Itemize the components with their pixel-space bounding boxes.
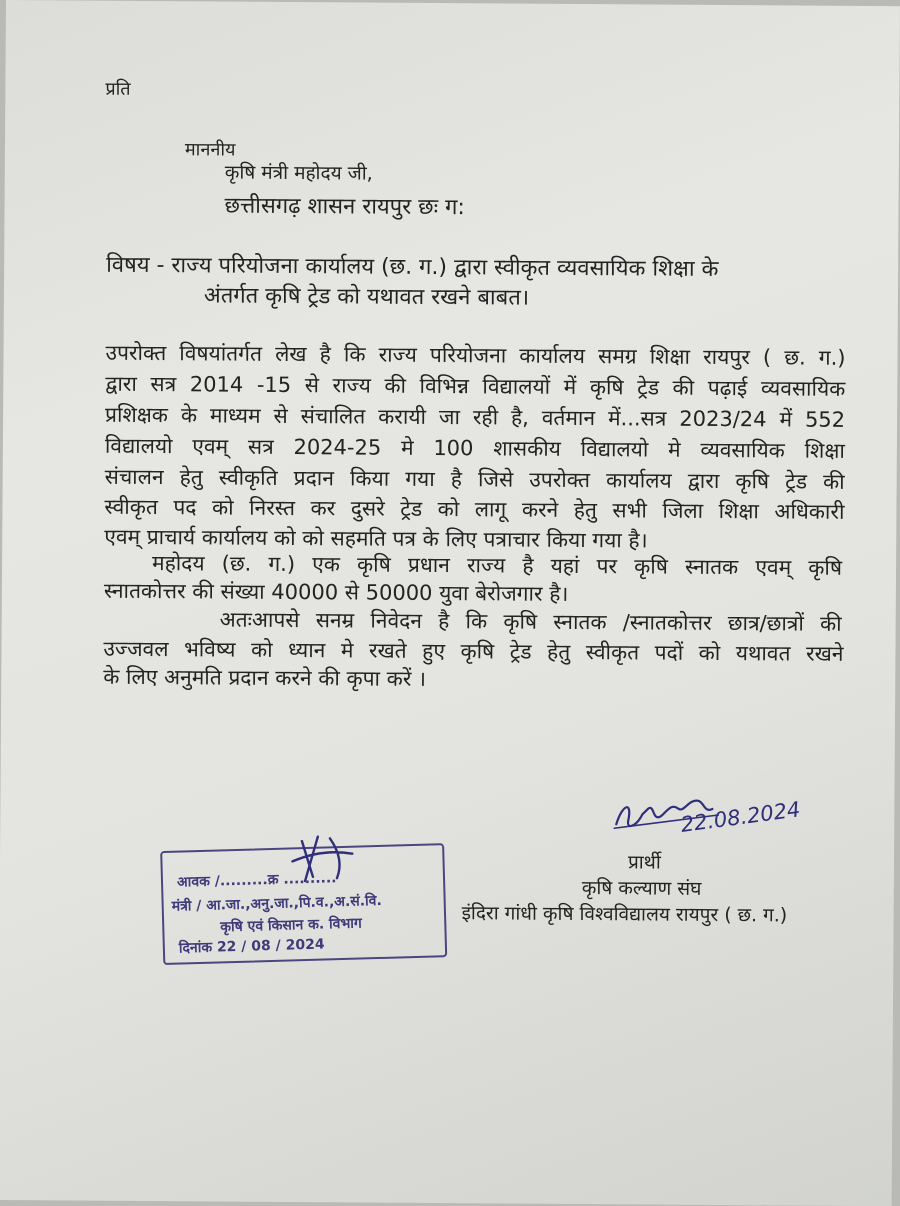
honorific: माननीय <box>184 139 236 161</box>
stamp-initials-scribble <box>282 829 374 891</box>
body-line: प्रशिक्षक के माध्यम से संचालित करायी जा रही है, वर्तमान में...सत्र 2023/24 में 552 <box>105 402 846 432</box>
body-line: एवम् प्राचार्य कार्यालय को को सहमति पत्र के लिए पत्राचार किया गया है। <box>104 524 648 553</box>
subject-line-2: अंतर्गत कृषि ट्रेड को यथावत रखने बाबत। <box>203 283 530 311</box>
org-name: कृषि कल्याण संघ <box>581 877 702 900</box>
body-line: के लिए अनुमति प्रदान करने की कृपा करें । <box>103 664 427 691</box>
body-line: उज्जवल भविष्य को ध्यान मे रखते हुए कृषि ट्रेड हेतु स्वीकृत पदों को यथावत रखने <box>103 636 844 666</box>
stamp-line-4: दिनांक 22 / 08 / 2024 <box>178 936 325 957</box>
body-line: द्वारा सत्र 2014 -15 से राज्य की विभिन्न विद्यालयों में कृषि ट्रेड की पढ़ाई व्यवसायिक <box>105 371 846 401</box>
body-line: महोदय (छ. ग.) एक कृषि प्रधान राज्य है यहां पर कृषि स्नातक एवम् कृषि <box>151 551 843 580</box>
subject-line-1: विषय - राज्य परियोजना कार्यालय (छ. ग.) द्वारा स्वीकृत व्यवसायिक शिक्षा के <box>106 252 719 282</box>
closing: प्रार्थी <box>627 851 661 874</box>
body-line: स्नातकोत्तर की संख्या 40000 से 50000 युवा बेरोजगार है। <box>103 578 569 606</box>
inward-stamp <box>160 843 447 965</box>
body-line: संचालन हेतु स्वीकृति प्रदान किया गया है जिसे उपरोक्त कार्यालय द्वारा कृषि ट्रेड की <box>104 464 845 494</box>
stamp-line-3: कृषि एवं किसान क. विभाग <box>220 915 363 936</box>
recipient: कृषि मंत्री महोदय जी, <box>224 161 373 185</box>
org-address: इंदिरा गांधी कृषि विश्वविद्यालय रायपुर ( छ. ग.) <box>461 902 788 927</box>
body-line: स्वीकृत पद को निरस्त कर दुसरे ट्रेड को लागू करने हेतु सभी जिला शिक्षा अधिकारी <box>104 494 845 524</box>
body-line: विद्यालयो एवम् सत्र 2024-25 मे 100 शासकीय विद्यालयो मे व्यवसायिक शिक्षा <box>104 433 845 463</box>
recipient-address: छत्तीसगढ़ शासन रायपुर छः ग: <box>224 193 465 221</box>
stamp-line-1: आवक /.........क्र .......... <box>176 870 337 891</box>
stamp-line-2: मंत्री / आ.जा.,अनु.जा.,पि.व.,अ.सं.वि. <box>171 892 383 915</box>
body-line: उपरोक्त विषयांतर्गत लेख है कि राज्य परियोजना कार्यालय समग्र शिक्षा रायपुर ( छ. ग.) <box>105 340 846 370</box>
letter-to: प्रति <box>105 78 131 100</box>
handwritten-date: 22.08.2024 <box>679 797 802 837</box>
body-line: अतःआपसे सनम्र निवेदन है कि कृषि स्नातक /स्नातकोत्तर छात्र/छात्रों की <box>219 607 842 636</box>
